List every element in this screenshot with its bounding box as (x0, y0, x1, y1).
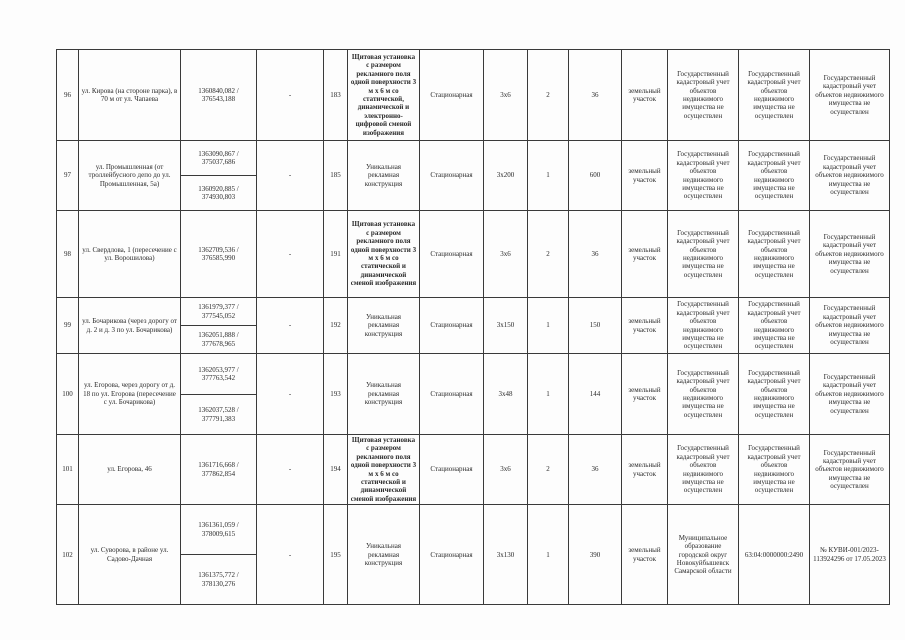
size-cell: 3х150 (484, 298, 528, 354)
coordinates-cell: 1360840,082 / 376543,188 (181, 50, 257, 141)
sides-cell: 2 (528, 435, 569, 505)
cadastre-cell: Государственный кадастровый учет объектов недвижимого имущества не осуществлен (739, 298, 810, 354)
sides-cell: 1 (528, 298, 569, 354)
land-cell: земельный участок (622, 50, 668, 141)
table-row (57, 141, 890, 176)
coordinates-cell: 1362037,528 / 377791,383 (181, 395, 257, 435)
address-cell: ул. Егорова, 46 (79, 435, 181, 505)
area-cell: 390 (569, 505, 622, 605)
size-cell: 3х6 (484, 211, 528, 298)
row-number: 99 (57, 298, 79, 354)
address-cell: ул. Свердлова, 1 (пересечение с ул. Ворошилова) (79, 211, 181, 298)
structure-type-cell: Щитовая установка с размером рекламного поля одной поверхности 3 м х 6 м со статической и динамической сменой изображения (348, 211, 420, 298)
owner-cell: Государственный кадастровый учет объектов недвижимого имущества не осуществлен (668, 298, 739, 354)
structure-type-cell: Уникальная рекламная конструкция (348, 298, 420, 354)
coordinates-cell: 1361375,772 / 378130,276 (181, 555, 257, 605)
structure-number-cell: 194 (324, 435, 348, 505)
dash-cell: - (257, 211, 324, 298)
cadastre-cell: Государственный кадастровый учет объектов недвижимого имущества не осуществлен (739, 141, 810, 211)
owner-cell: Муниципальное образование городской округ Новокуйбышевск Самарской области (668, 505, 739, 605)
placement-cell: Стационарная (420, 50, 484, 141)
structure-type-cell: Щитовая установка с размером рекламного поля одной поверхности 3 м х 6 м со статической и динамической сменой изображения (348, 435, 420, 505)
area-cell: 36 (569, 211, 622, 298)
owner-cell: Государственный кадастровый учет объектов недвижимого имущества не осуществлен (668, 50, 739, 141)
permit-cell: Государственный кадастровый учет объектов недвижимого имущества не осуществлен (810, 50, 890, 141)
row-number: 98 (57, 211, 79, 298)
sides-cell: 1 (528, 354, 569, 435)
area-cell: 150 (569, 298, 622, 354)
advertising-structures-table (56, 49, 890, 605)
placement-cell: Стационарная (420, 211, 484, 298)
coordinates-cell: 1362051,888 / 377678,965 (181, 326, 257, 354)
dash-cell: - (257, 505, 324, 605)
row-number: 96 (57, 50, 79, 141)
dash-cell: - (257, 354, 324, 435)
permit-cell: Государственный кадастровый учет объектов недвижимого имущества не осуществлен (810, 435, 890, 505)
structure-number-cell: 191 (324, 211, 348, 298)
placement-cell: Стационарная (420, 354, 484, 435)
sides-cell: 2 (528, 211, 569, 298)
placement-cell: Стационарная (420, 505, 484, 605)
structure-type-cell: Уникальная рекламная конструкция (348, 505, 420, 605)
area-cell: 600 (569, 141, 622, 211)
land-cell: земельный участок (622, 211, 668, 298)
owner-cell: Государственный кадастровый учет объектов недвижимого имущества не осуществлен (668, 141, 739, 211)
address-cell: ул. Егорова, через дорогу от д. 18 по ул. Егорова (пересечение с ул. Бочарикова) (79, 354, 181, 435)
table-row (57, 435, 890, 505)
permit-cell: Государственный кадастровый учет объектов недвижимого имущества не осуществлен (810, 298, 890, 354)
permit-cell: Государственный кадастровый учет объектов недвижимого имущества не осуществлен (810, 141, 890, 211)
address-cell: ул. Суворова, в районе ул. Садово-Дачная (79, 505, 181, 605)
coordinates-cell: 1362709,536 / 376585,990 (181, 211, 257, 298)
land-cell: земельный участок (622, 141, 668, 211)
structure-number-cell: 185 (324, 141, 348, 211)
row-number: 101 (57, 435, 79, 505)
structure-number-cell: 195 (324, 505, 348, 605)
size-cell: 3х130 (484, 505, 528, 605)
table-row (57, 298, 890, 326)
dash-cell: - (257, 141, 324, 211)
structure-number-cell: 193 (324, 354, 348, 435)
table-row (57, 50, 890, 141)
coordinates-cell: 1361361,059 / 378009,615 (181, 505, 257, 555)
cadastre-cell: Государственный кадастровый учет объектов недвижимого имущества не осуществлен (739, 211, 810, 298)
size-cell: 3х200 (484, 141, 528, 211)
land-cell: земельный участок (622, 435, 668, 505)
sides-cell: 1 (528, 141, 569, 211)
structure-number-cell: 192 (324, 298, 348, 354)
placement-cell: Стационарная (420, 435, 484, 505)
dash-cell: - (257, 50, 324, 141)
row-number: 100 (57, 354, 79, 435)
coordinates-cell: 1360920,885 / 374930,803 (181, 176, 257, 211)
table-row (57, 354, 890, 395)
placement-cell: Стационарная (420, 298, 484, 354)
address-cell: ул. Промышленная (от троллейбусного депо до ул. Промышленная, 5а) (79, 141, 181, 211)
sides-cell: 2 (528, 50, 569, 141)
structure-number-cell: 183 (324, 50, 348, 141)
land-cell: земельный участок (622, 354, 668, 435)
owner-cell: Государственный кадастровый учет объектов недвижимого имущества не осуществлен (668, 435, 739, 505)
land-cell: земельный участок (622, 298, 668, 354)
size-cell: 3х6 (484, 435, 528, 505)
dash-cell: - (257, 435, 324, 505)
structure-type-cell: Уникальная рекламная конструкция (348, 354, 420, 435)
placement-cell: Стационарная (420, 141, 484, 211)
owner-cell: Государственный кадастровый учет объектов недвижимого имущества не осуществлен (668, 354, 739, 435)
cadastre-cell: Государственный кадастровый учет объектов недвижимого имущества не осуществлен (739, 50, 810, 141)
owner-cell: Государственный кадастровый учет объектов недвижимого имущества не осуществлен (668, 211, 739, 298)
size-cell: 3х6 (484, 50, 528, 141)
table-row (57, 505, 890, 555)
area-cell: 36 (569, 435, 622, 505)
address-cell: ул. Кирова (на стороне парка), в 70 м от ул. Чапаева (79, 50, 181, 141)
dash-cell: - (257, 298, 324, 354)
cadastre-cell: Государственный кадастровый учет объектов недвижимого имущества не осуществлен (739, 354, 810, 435)
area-cell: 144 (569, 354, 622, 435)
table-row (57, 211, 890, 298)
address-cell: ул. Бочарикова (через дорогу от д. 2 и д. 3 по ул. Бочарикова) (79, 298, 181, 354)
structure-type-cell: Уникальная рекламная конструкция (348, 141, 420, 211)
land-cell: земельный участок (622, 505, 668, 605)
row-number: 102 (57, 505, 79, 605)
permit-cell: № КУВИ-001/2023-113924296 от 17.05.2023 (810, 505, 890, 605)
cadastre-cell: Государственный кадастровый учет объектов недвижимого имущества не осуществлен (739, 435, 810, 505)
permit-cell: Государственный кадастровый учет объектов недвижимого имущества не осуществлен (810, 354, 890, 435)
coordinates-cell: 1361716,668 / 377862,854 (181, 435, 257, 505)
coordinates-cell: 1362053,977 / 377763,542 (181, 354, 257, 395)
row-number: 97 (57, 141, 79, 211)
cadastre-cell: 63:04:0000000:2490 (739, 505, 810, 605)
permit-cell: Государственный кадастровый учет объектов недвижимого имущества не осуществлен (810, 211, 890, 298)
table-body (57, 50, 890, 605)
coordinates-cell: 1361979,377 / 377545,052 (181, 298, 257, 326)
sides-cell: 1 (528, 505, 569, 605)
size-cell: 3х48 (484, 354, 528, 435)
area-cell: 36 (569, 50, 622, 141)
coordinates-cell: 1363090,867 / 375037,686 (181, 141, 257, 176)
structure-type-cell: Щитовая установка с размером рекламного поля одной поверхности 3 м х 6 м со статической, динамической и электронно-цифровой сменой изображения (348, 50, 420, 141)
